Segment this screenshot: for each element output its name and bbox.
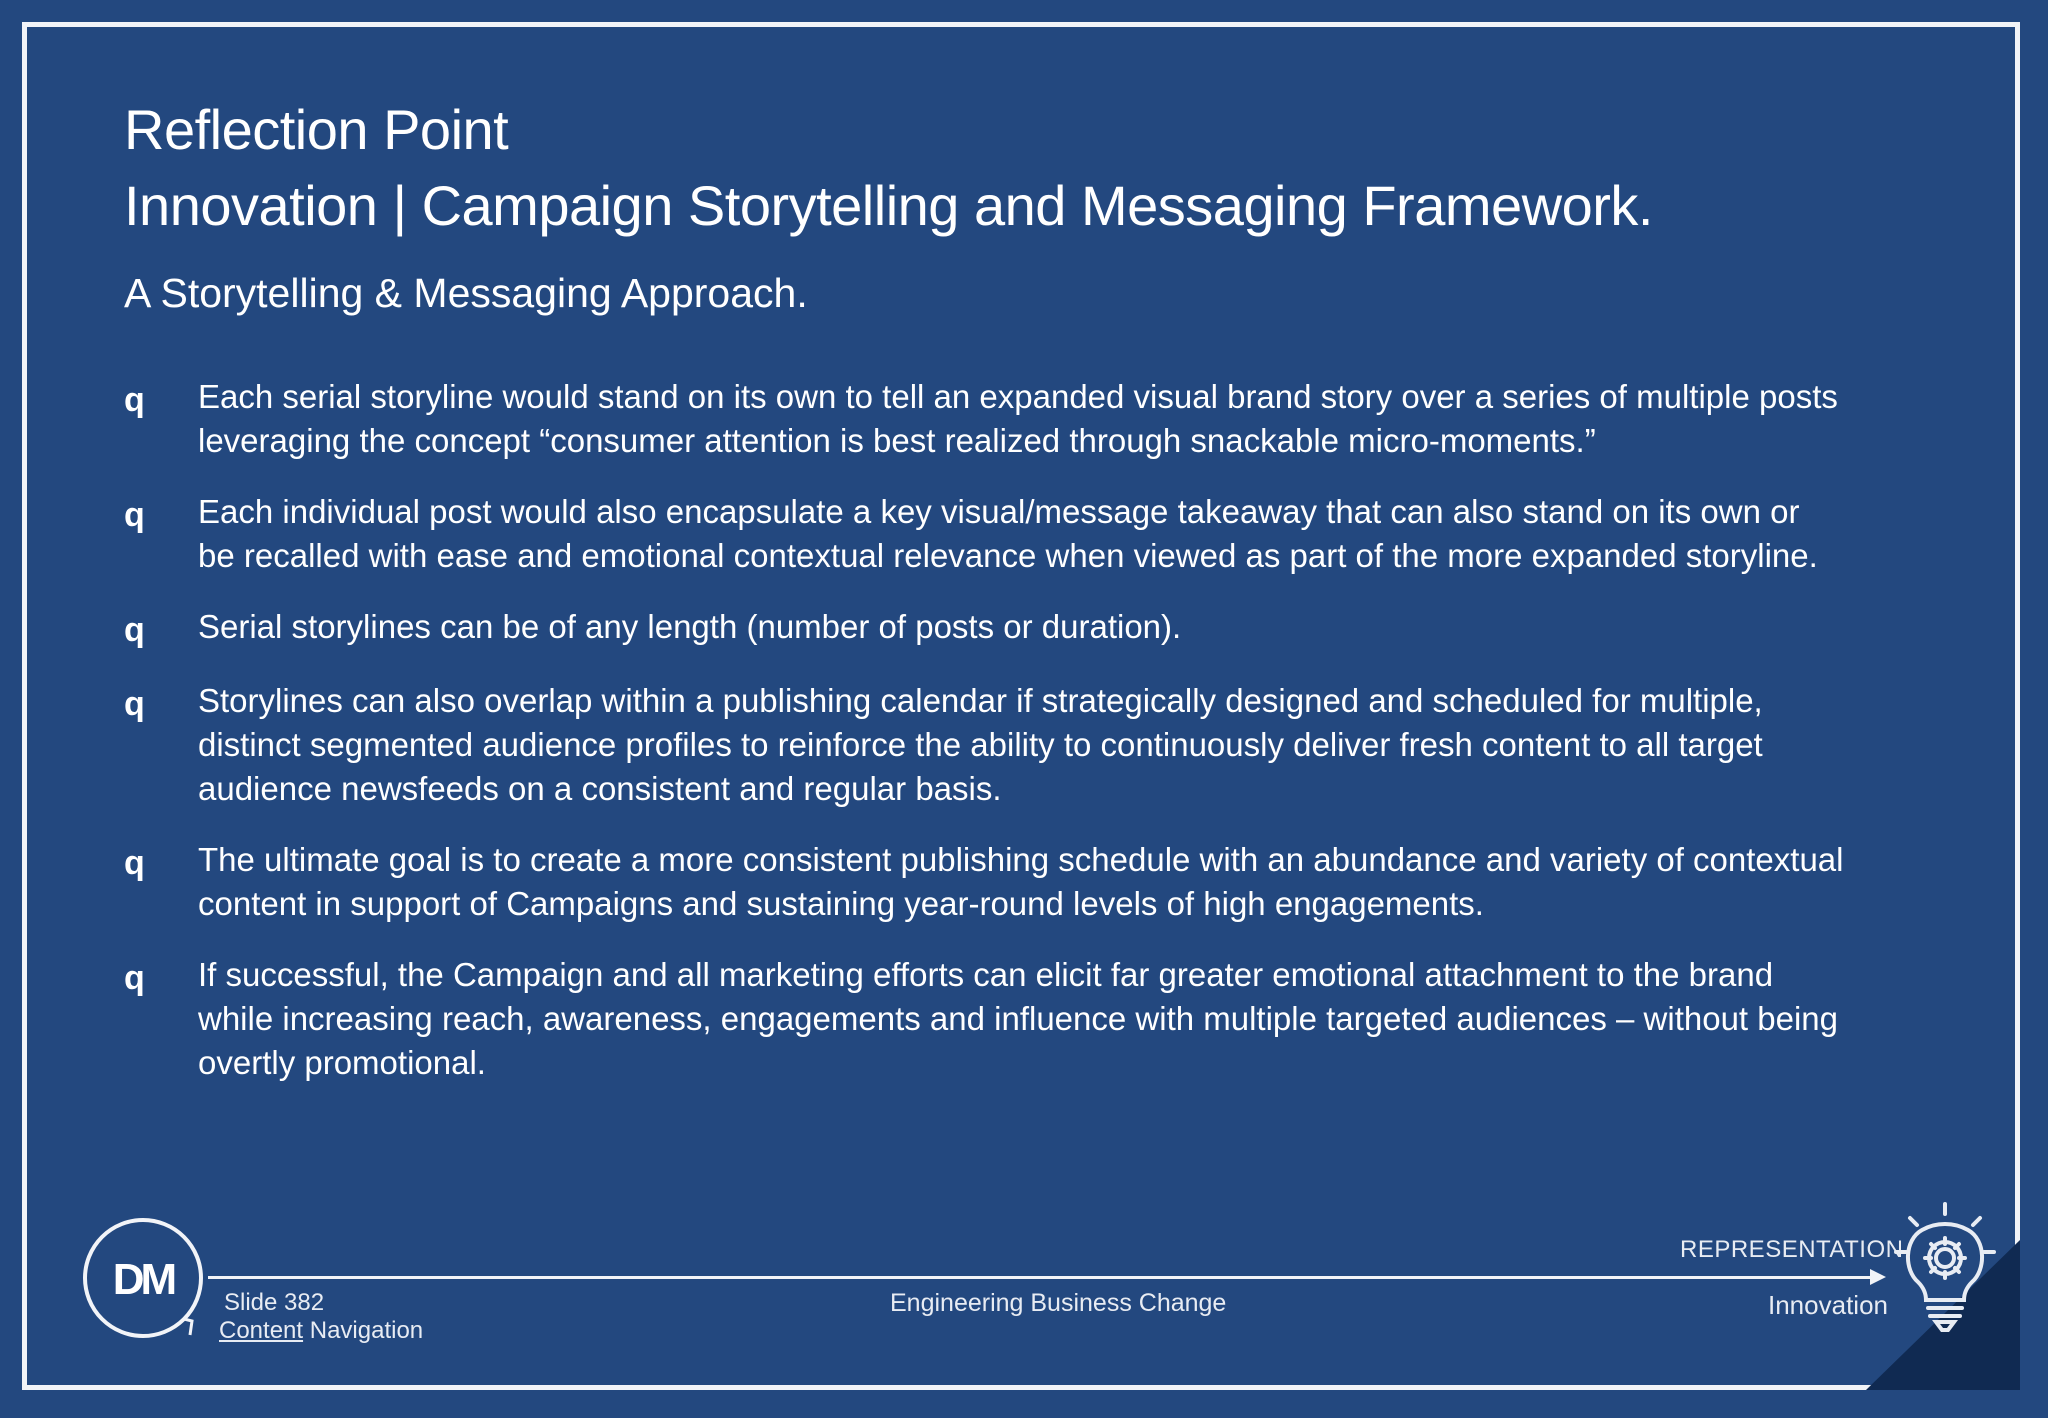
content-link[interactable]: Content — [219, 1317, 304, 1344]
bullet-item — [124, 679, 1844, 811]
title-line-1: Reflection Point — [124, 98, 509, 161]
bullet-item — [124, 838, 1844, 926]
content-navigation — [219, 1317, 423, 1345]
bullet-text: Each individual post would also encapsulate a key visual/message takeaway that can also stand on its own or be recalled with ease and emotional contextual relevance when viewed as part of the more expanded storyline. — [198, 493, 1818, 574]
slide-number: Slide 382 — [224, 1289, 325, 1316]
representation-label: REPRESENTATION — [1680, 1236, 1904, 1263]
bullet-text: Serial storylines can be of any length (number of posts or duration). — [198, 608, 1182, 645]
navigation-label: Navigation — [303, 1317, 424, 1344]
slide-subtitle: A Storytelling & Messaging Approach. — [124, 270, 808, 316]
bullet-text: Each serial storyline would stand on its own to tell an expanded visual brand story over a series of multiple posts leveraging the concept “consumer attention is best realized through snackable micro-moments.” — [198, 378, 1838, 459]
bullet-text: Storylines can also overlap within a publishing calendar if strategically designed and scheduled for multiple, distinct segmented audience profiles to reinforce the ability to continuously deliver fresh content to all target audience newsfeeds on a consistent and regular basis. — [198, 682, 1763, 807]
bullet-item — [124, 375, 1844, 463]
lightbulb-gear-icon[interactable] — [1890, 1200, 2000, 1340]
bullet-marker-icon: q — [124, 844, 145, 882]
dm-logo-icon[interactable] — [80, 1215, 206, 1341]
bullet-item — [124, 605, 1844, 652]
bullet-marker-icon: q — [124, 381, 145, 419]
bullet-item — [124, 490, 1844, 578]
bullet-item — [124, 953, 1844, 1085]
bullet-marker-icon: q — [124, 685, 145, 723]
bullet-text: The ultimate goal is to create a more consistent publishing schedule with an abundance and variety of contextual content in support of Campaigns and sustaining year-round levels of high engagements. — [198, 841, 1844, 922]
bullet-text: If successful, the Campaign and all marketing efforts can elicit far greater emotional attachment to the brand while increasing reach, awareness, engagements and influence with multiple targeted audiences – without being overtly promotional. — [198, 956, 1839, 1081]
logo-text: DM — [112, 1255, 174, 1304]
title-line-2: Innovation | Campaign Storytelling and Messaging Framework. — [124, 174, 1653, 237]
bullet-marker-icon: q — [124, 959, 145, 997]
bullet-marker-icon: q — [124, 611, 145, 649]
footer-divider — [208, 1276, 1873, 1279]
slide-title — [124, 92, 1653, 244]
bullet-list — [124, 375, 1844, 1112]
section-name: Innovation — [1768, 1290, 1888, 1320]
bullet-marker-icon: q — [124, 496, 145, 534]
footer-tagline: Engineering Business Change — [890, 1289, 1227, 1317]
